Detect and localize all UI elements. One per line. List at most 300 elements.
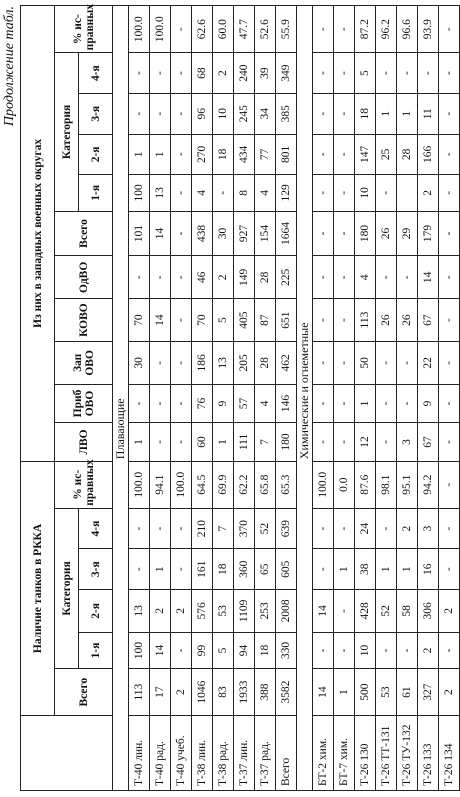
table-cell: 270 — [192, 134, 213, 175]
table-cell: 2 — [213, 256, 234, 299]
table-cell: - — [376, 508, 397, 549]
table-cell: - — [439, 53, 460, 94]
table-cell: - — [171, 53, 192, 94]
row-label: Т-37 лин. — [234, 716, 255, 791]
table-cell: 28 — [397, 134, 418, 175]
table-cell: - — [171, 341, 192, 384]
header-total: Всего — [55, 669, 113, 716]
table-cell: 4 — [192, 175, 213, 211]
table-cell: 101 — [129, 211, 150, 256]
table-cell: 4 — [355, 256, 376, 299]
table-cell: 30 — [129, 341, 150, 384]
table-cell: 87 — [255, 299, 276, 342]
table-cell: 11 — [418, 93, 439, 134]
table-cell: 95.1 — [397, 461, 418, 508]
table-cell: 1 — [150, 549, 171, 590]
table-cell: 2 — [171, 669, 192, 716]
table-cell: - — [397, 256, 418, 299]
table-cell: 53 — [376, 669, 397, 716]
table-cell: - — [171, 175, 192, 211]
table-cell: 5 — [213, 632, 234, 668]
table-cell: 2 — [150, 590, 171, 633]
table-cell: 4 — [255, 175, 276, 211]
table-cell: 100.0 — [171, 461, 192, 508]
table-cell: - — [129, 93, 150, 134]
table-cell: 26 — [376, 211, 397, 256]
table-cell: - — [439, 93, 460, 134]
table-cell: 2 — [213, 53, 234, 94]
table-cell: 68 — [192, 53, 213, 94]
table-cell: 9 — [418, 384, 439, 422]
table-cell: 100 — [129, 632, 150, 668]
table-cell: 801 — [276, 134, 297, 175]
table-cell: 639 — [276, 508, 297, 549]
table-cell: 96.6 — [397, 6, 418, 53]
table-cell: 3582 — [276, 669, 297, 716]
table-cell: - — [313, 6, 334, 53]
table-cell: 434 — [234, 134, 255, 175]
table-cell: 14 — [150, 211, 171, 256]
table-cell: - — [313, 53, 334, 94]
table-cell: - — [171, 6, 192, 53]
table-cell: 1 — [213, 423, 234, 461]
table-cell: 14 — [313, 590, 334, 633]
table-cell: - — [313, 299, 334, 342]
header-west-cat1: 1-я — [79, 175, 113, 211]
table-cell: 179 — [418, 211, 439, 256]
table-cell: 2 — [418, 632, 439, 668]
table-cell: 3 — [397, 423, 418, 461]
table-cell: 2 — [439, 590, 460, 633]
table-cell: 651 — [276, 299, 297, 342]
table-cell: 58 — [397, 590, 418, 633]
table-row — [334, 6, 355, 791]
table-cell: - — [397, 53, 418, 94]
table-cell: - — [213, 175, 234, 211]
table-cell: 14 — [150, 299, 171, 342]
table-cell: - — [334, 341, 355, 384]
table-cell: 70 — [192, 299, 213, 342]
table-row — [397, 6, 418, 791]
row-label: БТ-2 хим. — [313, 716, 334, 791]
table-cell: - — [439, 256, 460, 299]
header-west-category: Категория — [55, 53, 79, 211]
table-cell: 100.0 — [313, 461, 334, 508]
table-cell: 360 — [234, 549, 255, 590]
row-label: Т-26 133 — [418, 716, 439, 791]
table-cell: 2 — [439, 669, 460, 716]
table-cell: 53 — [213, 590, 234, 633]
row-label: Т-26 130 — [355, 716, 376, 791]
table-cell: 87.2 — [355, 6, 376, 53]
table-cell: 180 — [355, 211, 376, 256]
table-cell: 87.6 — [355, 461, 376, 508]
table-cell: 576 — [192, 590, 213, 633]
table-cell: 100 — [129, 175, 150, 211]
table-cell: 186 — [192, 341, 213, 384]
table-cell: - — [376, 384, 397, 422]
table-cell: 1933 — [234, 669, 255, 716]
table-cell: 13 — [150, 175, 171, 211]
table-cell: 18 — [213, 134, 234, 175]
table-cell: 5 — [213, 299, 234, 342]
table-cell: 52.6 — [255, 6, 276, 53]
table-cell: - — [150, 508, 171, 549]
table-cell: - — [313, 211, 334, 256]
table-cell: 26 — [397, 299, 418, 342]
header-west-cat2: 2-я — [79, 134, 113, 175]
table-cell: 113 — [129, 669, 150, 716]
table-cell: 500 — [355, 669, 376, 716]
table-cell: 927 — [234, 211, 255, 256]
table-cell: - — [439, 341, 460, 384]
table-cell: - — [334, 423, 355, 461]
table-cell: 1109 — [234, 590, 255, 633]
table-cell: 98.1 — [376, 461, 397, 508]
header-cat4: 4-я — [79, 508, 113, 549]
table-row — [439, 6, 460, 791]
table-cell: 111 — [234, 423, 255, 461]
table-cell: 18 — [255, 632, 276, 668]
row-label: Т-37 рад. — [255, 716, 276, 791]
table-cell: 100.0 — [129, 461, 150, 508]
table-cell: 34 — [255, 93, 276, 134]
table-cell: 4 — [255, 384, 276, 422]
table-cell: 388 — [255, 669, 276, 716]
table-cell: - — [376, 341, 397, 384]
table-cell: 385 — [276, 93, 297, 134]
table-cell: 94.2 — [418, 461, 439, 508]
header-zapovo: Зап ОВО — [55, 341, 113, 384]
row-label: Т-40 лин. — [129, 716, 150, 791]
table-cell: 327 — [418, 669, 439, 716]
table-cell: 1 — [129, 423, 150, 461]
table-cell: - — [150, 93, 171, 134]
table-cell: 46 — [192, 256, 213, 299]
table-cell: 10 — [213, 93, 234, 134]
table-cell: 18 — [355, 93, 376, 134]
table-cell: - — [150, 423, 171, 461]
header-west-cat4: 4-я — [79, 53, 113, 94]
table-cell: 62.2 — [234, 461, 255, 508]
table-row — [150, 6, 171, 791]
table-cell: - — [439, 549, 460, 590]
table-cell: 25 — [376, 134, 397, 175]
table-cell: 180 — [276, 423, 297, 461]
table-cell: - — [171, 93, 192, 134]
row-label: БТ-7 хим. — [334, 716, 355, 791]
header-category: Категория — [55, 508, 79, 668]
table-cell: 60.0 — [213, 6, 234, 53]
table-cell: - — [334, 175, 355, 211]
table-cell: 13 — [129, 590, 150, 633]
table-cell: 93.9 — [418, 6, 439, 53]
header-west-percent: % ис-правных — [55, 6, 113, 53]
table-cell: 65.3 — [276, 461, 297, 508]
table-cell: 18 — [213, 549, 234, 590]
table-cell: 605 — [276, 549, 297, 590]
table-cell: - — [313, 134, 334, 175]
table-cell: 14 — [150, 632, 171, 668]
table-cell: 306 — [418, 590, 439, 633]
table-cell: - — [150, 384, 171, 422]
table-cell: - — [313, 508, 334, 549]
table-cell: 428 — [355, 590, 376, 633]
table-cell: 146 — [276, 384, 297, 422]
table-cell: - — [334, 134, 355, 175]
header-rkka: Наличие танков в РККА — [21, 461, 55, 715]
table-cell: 2 — [171, 590, 192, 633]
table-row — [255, 6, 276, 791]
table-cell: - — [376, 175, 397, 211]
table-cell: - — [334, 508, 355, 549]
table-cell: 1046 — [192, 669, 213, 716]
table-cell: - — [129, 549, 150, 590]
table-cell: - — [439, 508, 460, 549]
table-cell: - — [313, 341, 334, 384]
table-cell: - — [439, 175, 460, 211]
table-cell: - — [129, 53, 150, 94]
table-cell: 96.2 — [376, 6, 397, 53]
table-cell: - — [171, 549, 192, 590]
table-cell: - — [313, 423, 334, 461]
header-west-districts: Из них в западных военных округах — [21, 6, 55, 462]
table-cell: 1 — [355, 384, 376, 422]
table-cell: 330 — [276, 632, 297, 668]
table-cell: - — [439, 384, 460, 422]
table-cell: 30 — [213, 211, 234, 256]
table-cell: 55.9 — [276, 6, 297, 53]
table-cell: 154 — [255, 211, 276, 256]
table-cell: 5 — [355, 53, 376, 94]
table-cell: 26 — [376, 299, 397, 342]
table-cell: 2 — [418, 175, 439, 211]
table-cell: 210 — [192, 508, 213, 549]
table-cell: - — [150, 256, 171, 299]
table-cell: - — [171, 508, 192, 549]
row-label: Т-38 лин. — [192, 716, 213, 791]
table-row — [234, 6, 255, 791]
table-cell: 438 — [192, 211, 213, 256]
table-cell: 1 — [129, 134, 150, 175]
table-cell: - — [334, 93, 355, 134]
table-cell: - — [150, 341, 171, 384]
table-cell: - — [313, 384, 334, 422]
tank-table — [20, 5, 460, 791]
table-cell: 96 — [192, 93, 213, 134]
table-cell: - — [334, 299, 355, 342]
table-cell: 1 — [150, 134, 171, 175]
table-cell: 69.9 — [213, 461, 234, 508]
table-cell: - — [334, 53, 355, 94]
table-cell: 70 — [129, 299, 150, 342]
table-cell — [397, 175, 418, 211]
table-cell: 64.5 — [192, 461, 213, 508]
table-row — [276, 6, 297, 791]
table-cell: - — [376, 256, 397, 299]
table-cell: 1 — [334, 669, 355, 716]
header-cat3: 3-я — [79, 549, 113, 590]
table-cell: - — [171, 211, 192, 256]
header-lvo: ЛВО — [55, 423, 113, 461]
table-row — [376, 6, 397, 791]
table-cell: 2 — [397, 508, 418, 549]
table-row — [355, 6, 376, 791]
table-cell: - — [334, 590, 355, 633]
table-cell: - — [439, 134, 460, 175]
section-title: Химические и огнеметные — [297, 6, 313, 462]
table-cell: 10 — [355, 632, 376, 668]
table-cell: 47.7 — [234, 6, 255, 53]
table-cell: 1 — [376, 549, 397, 590]
table-cell: 225 — [276, 256, 297, 299]
table-cell: 349 — [276, 53, 297, 94]
table-cell: - — [418, 53, 439, 94]
table-cell: 52 — [255, 508, 276, 549]
table-cell: - — [397, 632, 418, 668]
table-cell: - — [150, 53, 171, 94]
table-cell: 38 — [355, 549, 376, 590]
table-cell: - — [397, 341, 418, 384]
table-cell: 61 — [397, 669, 418, 716]
table-cell: 39 — [255, 53, 276, 94]
table-cell: 77 — [255, 134, 276, 175]
table-cell: 1 — [334, 549, 355, 590]
table-cell: - — [313, 175, 334, 211]
table-cell: 1 — [397, 549, 418, 590]
table-cell: - — [129, 256, 150, 299]
row-label: Всего — [276, 716, 297, 791]
table-cell: - — [439, 461, 460, 508]
table-cell: - — [439, 299, 460, 342]
row-label: Т-26 ТТ-131 — [376, 716, 397, 791]
table-cell: 370 — [234, 508, 255, 549]
table-cell: - — [171, 384, 192, 422]
header-odvo: ОдВО — [55, 256, 113, 299]
table-cell: 14 — [313, 669, 334, 716]
table-cell: - — [439, 632, 460, 668]
table-cell: 16 — [418, 549, 439, 590]
row-label: Т-40 рад. — [150, 716, 171, 791]
table-cell: 62.6 — [192, 6, 213, 53]
table-cell: - — [171, 256, 192, 299]
section-spacer — [297, 461, 313, 790]
table-cell: 161 — [192, 549, 213, 590]
table-cell: 83 — [213, 669, 234, 716]
row-label: Т-26 ТУ-132 — [397, 716, 418, 791]
table-cell: 28 — [255, 256, 276, 299]
table-cell: - — [313, 93, 334, 134]
table-cell: 100.0 — [129, 6, 150, 53]
table-cell: 10 — [355, 175, 376, 211]
table-cell: 7 — [213, 508, 234, 549]
row-label: Т-26 134 — [439, 716, 460, 791]
table-cell: 24 — [355, 508, 376, 549]
table-cell: 13 — [213, 341, 234, 384]
header-cat2: 2-я — [79, 590, 113, 633]
table-cell: - — [376, 632, 397, 668]
table-cell: - — [171, 423, 192, 461]
table-cell: 240 — [234, 53, 255, 94]
section-row — [297, 6, 313, 791]
table-cell: 94 — [234, 632, 255, 668]
table-cell: 67 — [418, 299, 439, 342]
table-cell: 1 — [397, 93, 418, 134]
table-cell: 60 — [192, 423, 213, 461]
table-cell: - — [171, 299, 192, 342]
table-cell: 65.8 — [255, 461, 276, 508]
section-title: Плавающие — [113, 6, 129, 462]
table-cell: 22 — [418, 341, 439, 384]
table-cell: 1 — [376, 93, 397, 134]
table-cell: 166 — [418, 134, 439, 175]
table-cell: 14 — [418, 256, 439, 299]
table-cell: 462 — [276, 341, 297, 384]
header-cat1: 1-я — [79, 632, 113, 668]
table-cell: 113 — [355, 299, 376, 342]
table-cell: - — [376, 423, 397, 461]
table-cell: - — [334, 256, 355, 299]
table-caption: Продолжение табл. — [2, 6, 17, 127]
table-row — [129, 6, 150, 791]
table-row — [213, 6, 234, 791]
header-pribovo: Приб ОВО — [55, 384, 113, 422]
row-label: Т-38 рад. — [213, 716, 234, 791]
table-cell: - — [313, 549, 334, 590]
table-cell: 2008 — [276, 590, 297, 633]
table-cell: - — [439, 6, 460, 53]
table-cell: 28 — [255, 341, 276, 384]
table-cell: 405 — [234, 299, 255, 342]
table-cell: - — [313, 632, 334, 668]
table-cell: - — [129, 508, 150, 549]
table-cell: - — [334, 632, 355, 668]
table-row — [313, 6, 334, 791]
table-cell: 253 — [255, 590, 276, 633]
table-cell: - — [397, 384, 418, 422]
section-row — [113, 6, 129, 791]
table-cell: 129 — [276, 175, 297, 211]
blank-corner — [21, 716, 113, 791]
table-cell: 1664 — [276, 211, 297, 256]
table-cell: 65 — [255, 549, 276, 590]
table-cell: 29 — [397, 211, 418, 256]
table-cell: 76 — [192, 384, 213, 422]
table-cell: - — [313, 256, 334, 299]
table-cell: - — [334, 211, 355, 256]
table-body — [113, 6, 460, 791]
table-cell: - — [334, 6, 355, 53]
table-cell: 100.0 — [150, 6, 171, 53]
table-cell: 52 — [376, 590, 397, 633]
table-cell: - — [171, 632, 192, 668]
table-cell: 57 — [234, 384, 255, 422]
table-cell: 94.1 — [150, 461, 171, 508]
table-row — [171, 6, 192, 791]
table-cell: 147 — [355, 134, 376, 175]
header-west-cat3: 3-я — [79, 93, 113, 134]
table-cell: 7 — [255, 423, 276, 461]
table-cell: 149 — [234, 256, 255, 299]
table-cell: 245 — [234, 93, 255, 134]
table-cell: - — [439, 211, 460, 256]
table-cell: 12 — [355, 423, 376, 461]
table-cell: 17 — [150, 669, 171, 716]
table-row — [192, 6, 213, 791]
row-label: Т-40 учеб. — [171, 716, 192, 791]
table-cell: 99 — [192, 632, 213, 668]
table-cell: 205 — [234, 341, 255, 384]
